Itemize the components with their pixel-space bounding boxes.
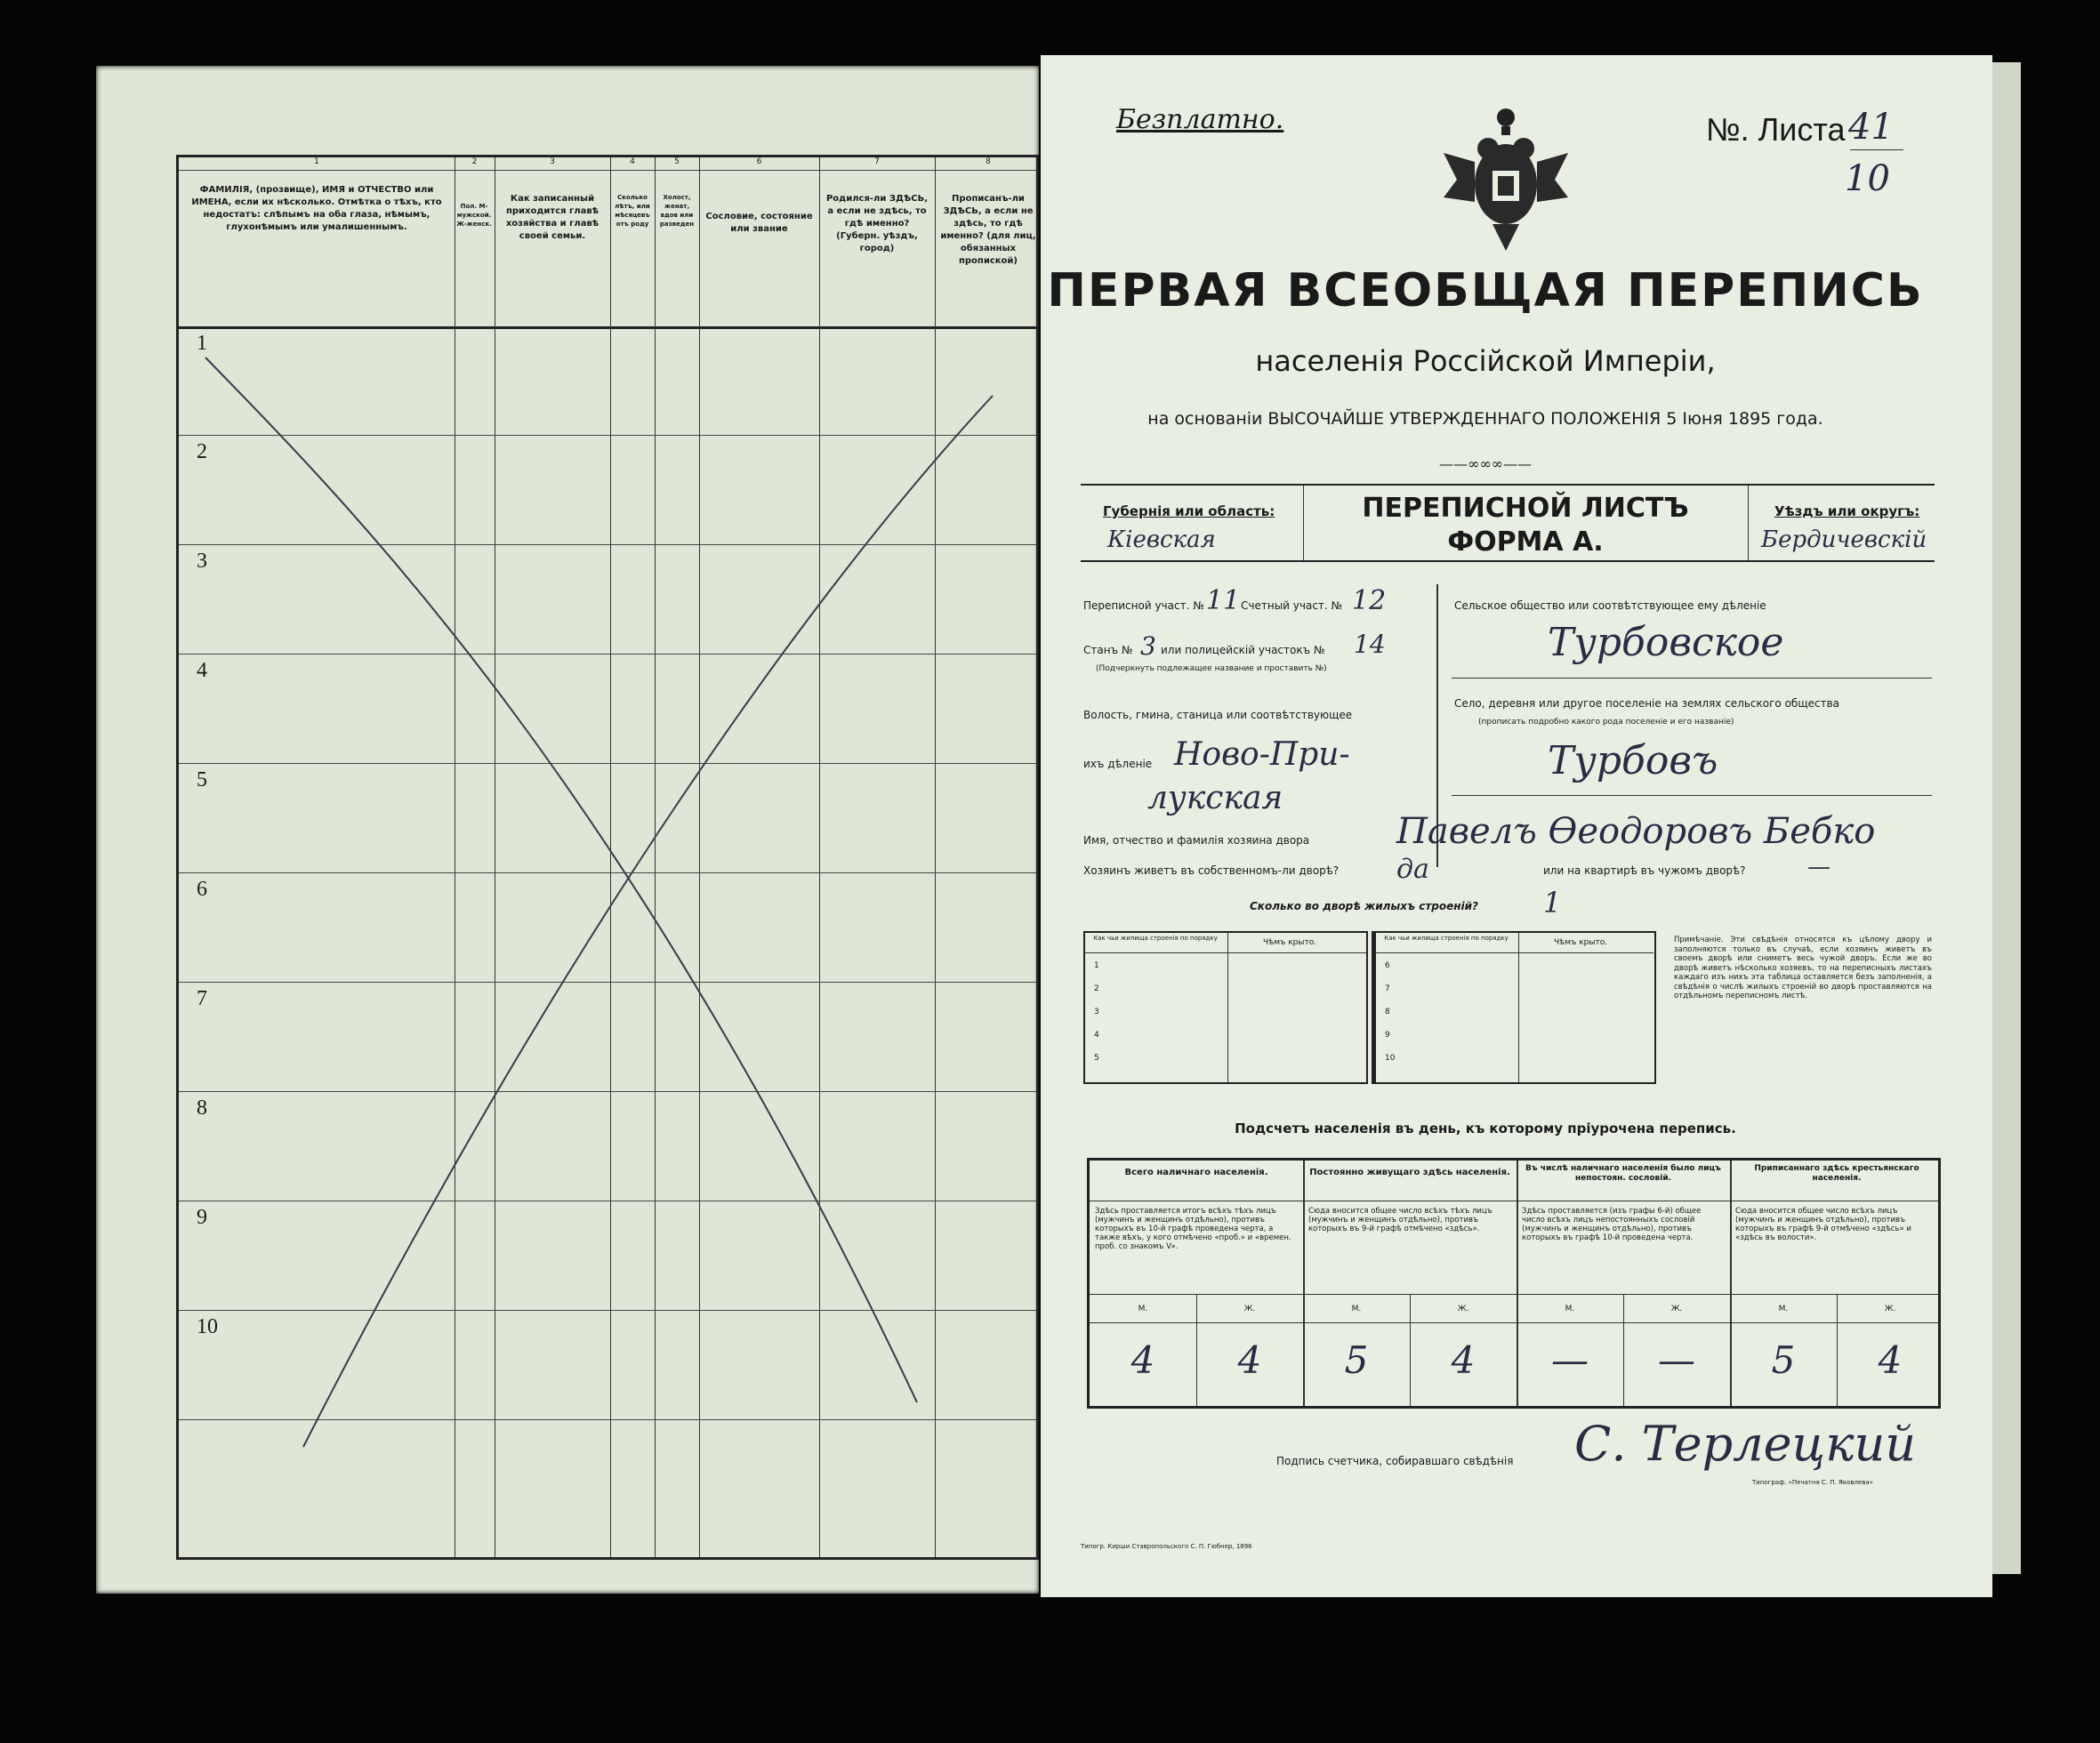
rented-label: или на квартирѣ въ чужомъ дворѣ? <box>1543 864 1746 877</box>
cell-divider <box>1518 933 1519 1082</box>
owner-label: Имя, отчество и фамилія хозяина двора <box>1083 834 1310 847</box>
row-number-5: 5 <box>197 768 207 791</box>
summary-table <box>1087 1158 1941 1409</box>
col-num-7: 7 <box>874 157 880 166</box>
band-divider <box>1748 486 1749 560</box>
sex-label-m-4: М. <box>1778 1305 1789 1313</box>
form-subtitle: ФОРМА А. <box>1447 526 1604 558</box>
summary-nonpermanent-f: — <box>1658 1338 1695 1382</box>
col-num-3: 3 <box>550 157 555 166</box>
buildings-header-line <box>1376 952 1653 953</box>
village-society-value: Турбовское <box>1548 620 1784 665</box>
col-num-4: 4 <box>630 157 635 166</box>
volost-value-2: лукская <box>1147 780 1283 816</box>
volost-value-1: Ново-При- <box>1174 736 1350 773</box>
form-title: ПЕРЕПИСНОЙ ЛИСТЪ <box>1362 493 1689 524</box>
village-society-line <box>1452 678 1932 679</box>
summary-sex-line <box>1090 1322 1938 1323</box>
row-number-10: 10 <box>197 1315 218 1338</box>
summary-resident-f: 4 <box>1451 1338 1476 1382</box>
sheet-number-label: №. Листа <box>1706 111 1846 148</box>
sex-label-m-1: М. <box>1138 1305 1148 1313</box>
buildings-header-order: Как чьи жилища строенія по порядку <box>1093 935 1218 942</box>
col-num-6: 6 <box>756 157 762 166</box>
summary-header-peasant: Приписаннаго здѣсь крестьянскаго населенія. <box>1754 1164 1919 1183</box>
building-row-8: 8 <box>1385 1008 1390 1016</box>
census-area-label: Переписной участ. № <box>1083 599 1204 612</box>
header-estate: Сословие, состояние или звание <box>705 212 813 234</box>
buildings-table-left <box>1083 931 1368 1084</box>
summary-title: Подсчетъ населенія въ день, къ которому пріурочена перепись. <box>1235 1120 1736 1137</box>
header-marital: Холост, женат, вдов или разведен <box>659 194 695 228</box>
title-sub: населенія Россійской Имперіи, <box>1255 344 1716 378</box>
settlement-label: Село, деревня или другое поселеніе на землях сельского общества <box>1454 697 1840 710</box>
summary-total-m: 4 <box>1130 1338 1155 1382</box>
building-row-2: 2 <box>1094 984 1099 993</box>
header-registered: Прописанъ-ли ЗДѢСЬ, а если не здѣсь, то гдѣ именно? (для лиц, обязанных пропиской) <box>940 194 1036 266</box>
row-number-1: 1 <box>197 332 207 355</box>
buildings-note: Примѣчаніе. Эти свѣдѣнія относятся къ цѣлому двору и заполняются только въ случаѣ, если хозяинъ живетъ въ своемъ дворѣ или сниметъ весь чужой дворъ. Если же во дворѣ живетъ нѣсколько хозяевъ, то на переписныхъ листахъ каждаго изъ нихъ эта таблица оставляется безъ заполненія, а свѣдѣнія о числѣ жилыхъ строеній во дворѣ проставляются на отдѣльномъ переписномъ листѣ. <box>1674 936 1932 1000</box>
summary-nonpermanent-m: — <box>1551 1338 1589 1382</box>
left-page <box>96 66 1039 1594</box>
sex-label-f-2: Ж. <box>1457 1305 1469 1313</box>
col-num-8: 8 <box>986 157 991 166</box>
summary-desc-line <box>1090 1294 1938 1295</box>
title-basis: на основаніи ВЫСОЧАЙШЕ УТВЕРЖДЕННАГО ПОЛОЖЕНІЯ 5 Іюня 1895 года. <box>1147 409 1823 429</box>
signature-value: С. Терлецкий <box>1574 1416 1917 1472</box>
header-relation: Как записанный приходится главѣ хозяйства и главѣ своей семьи. <box>505 194 599 241</box>
printer-imprint-left: Типогр. Кирши Ставропольского С. П. Гюбнер, 1896 <box>1081 1543 1252 1550</box>
header-sex: Пол. М-мужской. Ж-женск. <box>456 203 492 228</box>
sheet-number-underline <box>1850 149 1903 150</box>
row-number-9: 9 <box>197 1206 207 1229</box>
province-form-band <box>1081 484 1935 562</box>
title-divider: ——∞∞∞—— <box>1439 455 1532 472</box>
col-num-5: 5 <box>674 157 680 166</box>
buildings-header-roof-2: Чѣмъ крыто. <box>1554 938 1608 947</box>
sex-label-m-3: М. <box>1565 1305 1575 1313</box>
cell-divider <box>1227 933 1228 1082</box>
volost-label-2: ихъ дѣленіе <box>1083 758 1153 770</box>
buildings-header-line <box>1085 952 1366 953</box>
sex-label-f-1: Ж. <box>1243 1305 1256 1313</box>
summary-desc-nonpermanent: Здѣсь проставляется (изъ графы 6-й) общее число всѣхъ лицъ непостоянныхъ сословій (мужчинъ и женщинъ отдѣльно), противъ которыхъ въ графѣ 10-й проведена черта. <box>1522 1207 1702 1242</box>
summary-header-resident: Постоянно живущаго здѣсь населенія. <box>1309 1168 1510 1177</box>
summary-header-nonpermanent: Въ числѣ наличнаго населенія было лицъ непостоян. сословій. <box>1525 1164 1721 1183</box>
summary-total-f: 4 <box>1237 1338 1262 1382</box>
summary-desc-total: Здѣсь проставляется итогъ всѣхъ тѣхъ лицъ (мужчинъ и женщинъ отдѣльно), противъ которыхъ въ 10-й графѣ проведена черта, а также вѣхъ, у кого отмѣчено «проб.» и «времен. проб. со знакомъ V». <box>1095 1207 1291 1251</box>
sex-label-f-4: Ж. <box>1884 1305 1896 1313</box>
owner-value: Павелъ Ѳеодоровъ Бебко <box>1396 811 1876 852</box>
own-yard-label: Хозяинъ живетъ въ собственномъ-ли дворѣ? <box>1083 864 1340 877</box>
police-value: 14 <box>1354 630 1386 659</box>
summary-resident-m: 5 <box>1344 1338 1369 1382</box>
sex-label-m-2: М. <box>1351 1305 1362 1313</box>
building-row-3: 3 <box>1094 1008 1099 1016</box>
summary-peasant-m: 5 <box>1771 1338 1796 1382</box>
own-yard-value: да <box>1396 854 1429 885</box>
district-label: Уѣздъ или округъ: <box>1774 503 1920 519</box>
stan-note: (Подчеркнуть подлежащее название и проставить №) <box>1096 664 1327 673</box>
header-name: ФАМИЛІЯ, (прозвище), ИМЯ и ОТЧЕСТВО или ИМЕНА, если их нѣсколько. Отмѣтка о тѣхъ, кто недостатъ: слѣпымъ на оба глаза, нѣмымъ, глухонѣмымъ или умалишеннымъ. <box>191 185 442 232</box>
volost-label-1: Волость, гмина, станица или соотвѣтствующее <box>1083 709 1353 721</box>
count-area-label: Счетный участ. № <box>1241 599 1343 612</box>
stan-label: Станъ № <box>1083 644 1133 656</box>
header-age: Сколько лѣтъ, или мѣсяцевъ отъ роду <box>615 194 650 228</box>
cross-out-strokes <box>179 157 1042 1562</box>
row-number-3: 3 <box>197 550 207 573</box>
building-row-4: 4 <box>1094 1031 1099 1040</box>
building-row-5: 5 <box>1094 1054 1099 1063</box>
col-num-1: 1 <box>314 157 319 166</box>
sheet-number-extra: 10 <box>1845 158 1890 199</box>
persons-table <box>176 155 1039 1560</box>
buildings-table-right <box>1372 931 1656 1084</box>
imperial-eagle-emblem <box>1439 100 1573 255</box>
row-number-7: 7 <box>197 987 207 1010</box>
police-label: или полицейскій участокъ № <box>1161 644 1325 656</box>
underlying-sheet-edge <box>1991 62 2021 1574</box>
count-area-value: 12 <box>1352 585 1387 616</box>
stan-value: 3 <box>1140 631 1156 661</box>
building-row-10: 10 <box>1385 1054 1396 1063</box>
summary-desc-peasant: Сюда вносится общее число всѣхъ лицъ (мужчинъ и женщинъ отдѣльно), противъ которыхъ въ графѣ 9-й отмѣчено «здѣсь» и «здѣсь въ волости». <box>1735 1207 1911 1242</box>
building-row-9: 9 <box>1385 1031 1390 1040</box>
summary-peasant-f: 4 <box>1878 1338 1903 1382</box>
census-area-value: 11 <box>1206 585 1241 616</box>
summary-desc-resident: Сюда вносится общее число всѣхъ тѣхъ лицъ (мужчинъ и женщинъ отдѣльно), противъ которыхъ въ 9-й графѣ отмѣчено «здѣсь». <box>1308 1207 1493 1233</box>
settlement-value: Турбовъ <box>1548 738 1718 783</box>
buildings-header-order-2: Как чьи жилища строенія по порядку <box>1384 935 1509 942</box>
row-number-6: 6 <box>197 878 207 901</box>
rented-value: — <box>1807 854 1830 880</box>
row-number-8: 8 <box>197 1096 207 1120</box>
building-row-1: 1 <box>1094 961 1099 970</box>
buildings-header-roof: Чѣмъ крыто. <box>1263 938 1317 947</box>
village-society-label: Сельское общество или соотвѣтствующее ему дѣленіе <box>1454 599 1766 612</box>
buildings-label: Сколько во дворѣ жилыхъ строеній? <box>1250 900 1479 912</box>
building-row-7: 7 <box>1385 984 1390 993</box>
row-number-2: 2 <box>197 440 207 463</box>
header-birthplace: Родился-ли ЗДѢСЬ, а если не здѣсь, то гдѣ именно? (Губерн. уѣздъ, город) <box>825 194 929 253</box>
settlement-note: (прописать подробно какого рода поселеніе и его названіе) <box>1478 718 1734 727</box>
settlement-line <box>1452 795 1932 796</box>
province-value: Кіевская <box>1107 526 1216 553</box>
sheet-number-value: 41 <box>1848 107 1894 148</box>
district-value: Бердичевскій <box>1761 526 1927 553</box>
printer-imprint-right: Типограф. «Печатня С. П. Яковлева» <box>1752 1479 1873 1486</box>
title-main: ПЕРВАЯ ВСЕОБЩАЯ ПЕРЕПИСЬ <box>1047 264 1924 317</box>
col-num-2: 2 <box>471 157 478 166</box>
sex-label-f-3: Ж. <box>1670 1305 1683 1313</box>
building-row-6: 6 <box>1385 961 1390 970</box>
right-page <box>1041 55 1992 1597</box>
province-label: Губернія или область: <box>1103 503 1275 519</box>
signature-label: Подпись счетчика, собиравшаго свѣдѣнія <box>1276 1455 1514 1467</box>
row-number-4: 4 <box>197 659 207 682</box>
buildings-value: 1 <box>1543 886 1562 920</box>
summary-header-total: Всего наличнаго населенія. <box>1124 1168 1268 1177</box>
free-label: Безплатно. <box>1116 104 1284 135</box>
